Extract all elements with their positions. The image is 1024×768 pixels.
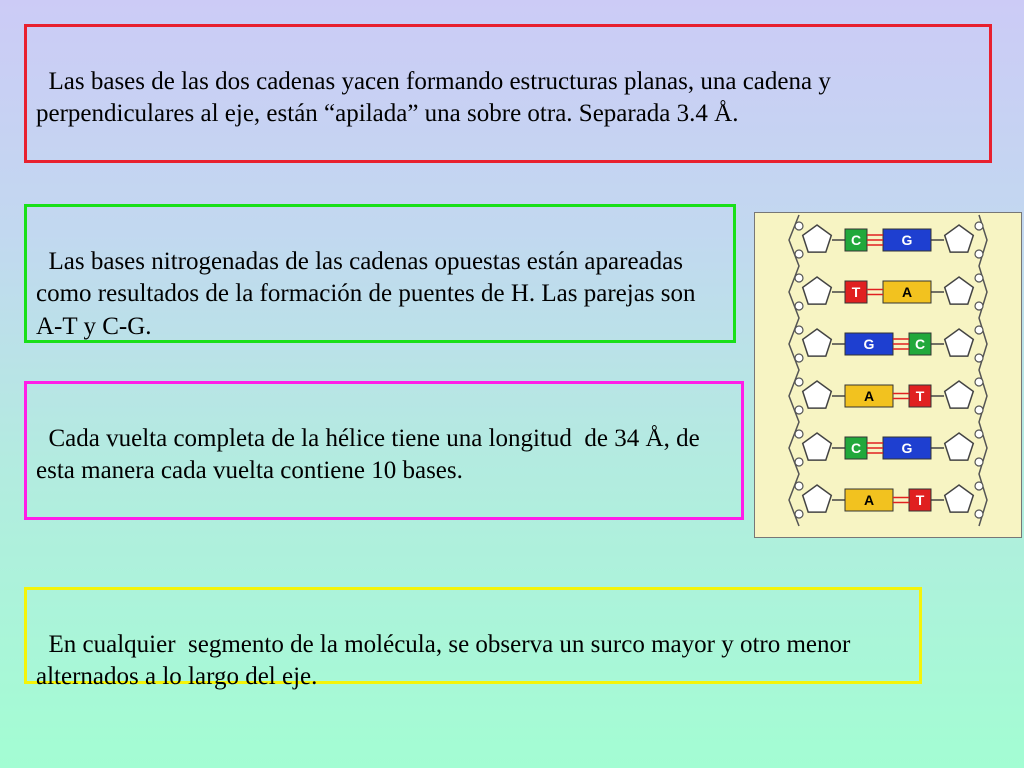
phosphate-right [975, 482, 983, 490]
sugar-left [803, 225, 832, 252]
sugar-right [945, 485, 974, 512]
phosphate-right [975, 354, 983, 362]
sugar-right [945, 381, 974, 408]
base-label: C [914, 336, 926, 352]
sugar-right [945, 225, 974, 252]
base-label: T [915, 492, 925, 508]
phosphate-left [795, 406, 803, 414]
sugar-left [803, 277, 832, 304]
phosphate-left [795, 458, 803, 466]
base-label: C [850, 440, 862, 456]
text-box-base-pairing [24, 204, 736, 343]
phosphate-left [795, 510, 803, 518]
phosphate-right [975, 510, 983, 518]
phosphate-right [975, 430, 983, 438]
base-label: A [901, 284, 913, 300]
phosphate-right [975, 222, 983, 230]
base-label: T [915, 388, 925, 404]
phosphate-left [795, 482, 803, 490]
text-helix-turn: Cada vuelta completa de la hélice tiene una longitud de 34 Å, de esta manera cada vuelta contiene 10 bases. [36, 424, 706, 484]
sugar-right [945, 433, 974, 460]
base-label: A [863, 492, 875, 508]
base-label: G [863, 336, 875, 352]
base-label: A [863, 388, 875, 404]
sugar-left [803, 329, 832, 356]
text-box-grooves [24, 587, 922, 690]
phosphate-right [975, 250, 983, 258]
phosphate-right [975, 406, 983, 414]
phosphate-left [795, 326, 803, 334]
text-stacked-bases: Las bases de las dos cadenas yacen formando estructuras planas, una cadena y perpendiculares al eje, están “apilada” una sobre otra. Separada 3.4 Å. [36, 67, 838, 127]
sugar-left [803, 485, 832, 512]
sugar-left [803, 433, 832, 460]
phosphate-right [975, 378, 983, 386]
phosphate-left [795, 302, 803, 310]
backbone-right [979, 215, 987, 526]
dna-ladder-diagram [755, 213, 1021, 537]
base-label: G [901, 232, 913, 248]
base-label: T [851, 284, 861, 300]
base-label: G [901, 440, 913, 456]
phosphate-left [795, 222, 803, 230]
text-box-helix-turn [24, 381, 744, 520]
phosphate-left [795, 274, 803, 282]
text-grooves: En cualquier segmento de la molécula, se observa un surco mayor y otro menor alternados a lo largo del eje. [36, 630, 857, 690]
phosphate-right [975, 458, 983, 466]
sugar-right [945, 329, 974, 356]
phosphate-right [975, 302, 983, 310]
phosphate-left [795, 430, 803, 438]
phosphate-left [795, 250, 803, 258]
phosphate-right [975, 326, 983, 334]
text-base-pairing: Las bases nitrogenadas de las cadenas opuestas están apareadas como resultados de la formación de puentes de H. Las parejas son A-T y C-G. [36, 247, 713, 340]
sugar-right [945, 277, 974, 304]
backbone-left [789, 215, 799, 526]
dna-base-pairs-figure [754, 212, 1022, 538]
phosphate-left [795, 354, 803, 362]
phosphate-left [795, 378, 803, 386]
text-box-stacked-bases [24, 24, 992, 163]
sugar-left [803, 381, 832, 408]
phosphate-right [975, 274, 983, 282]
base-label: C [850, 232, 862, 248]
